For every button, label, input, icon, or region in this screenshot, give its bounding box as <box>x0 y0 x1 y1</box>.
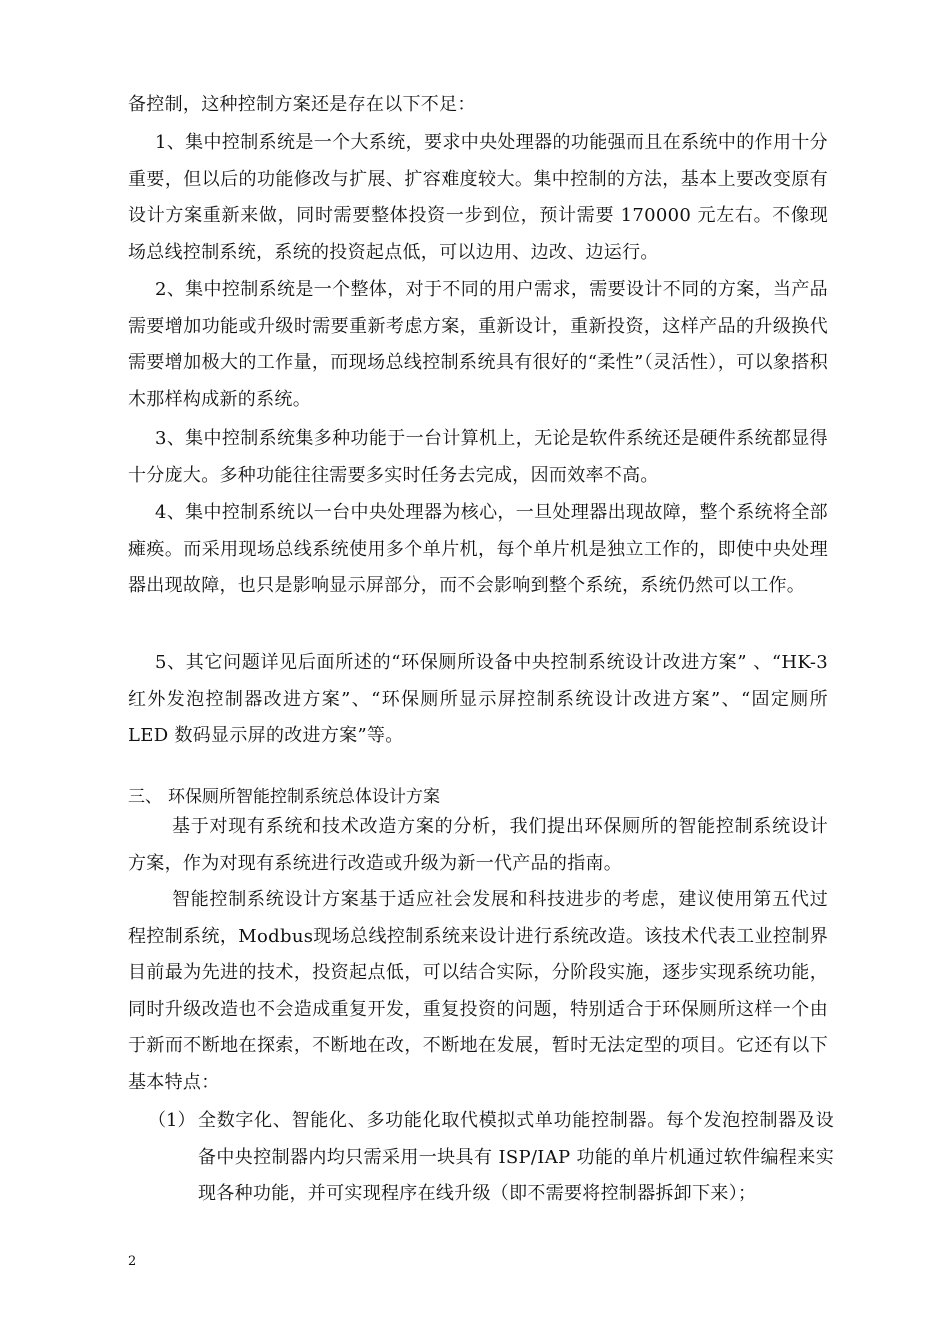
section-paragraph-1: 基于对现有系统和技术改造方案的分析，我们提出环保厕所的智能控制系统设计方案，作为对现有系统进行改造或升级为新一代产品的指南。 <box>128 816 828 874</box>
section-heading <box>128 782 828 812</box>
list-item-text: 全数字化、智能化、多功能化取代模拟式单功能控制器。每个发泡控制器及设备中央控制器内均只需采用一块具有 ISP/IAP 功能的单片机通过软件编程来实现各种功能，并可实现程序在线升级（即不需要将控制器拆卸下来）； <box>198 1110 834 1204</box>
section-paragraph-2: 智能控制系统设计方案基于适应社会发展和科技进步的考虑，建议使用第五代过程控制系统，Modbus现场总线控制系统来设计进行系统改造。该技术代表工业控制界目前最为先进的技术，投资起点低，可以结合实际，分阶段实施，逐步实现系统功能，同时升级改造也不会造成重复开发，重复投资的问题，特别适合于环保厕所这样一个由于新而不断地在探索，不断地在改，不断地在发展，暂时无法定型的项目。它还有以下基本特点： <box>128 889 828 1093</box>
paragraph-point-4: 4、集中控制系统以一台中央处理器为核心，一旦处理器出现故障，整个系统将全部瘫痪。而采用现场总线系统使用多个单片机，每个单片机是独立工作的，即使中央处理器出现故障，也只是影响显示屏部分，而不会影响到整个系统，系统仍然可以工作。 <box>128 502 828 596</box>
list-item-marker: （1） <box>148 1110 196 1131</box>
paragraph-point-2: 2、集中控制系统是一个整体，对于不同的用户需求，需要设计不同的方案，当产品需要增加功能或升级时需要重新考虑方案，重新设计，重新投资，这样产品的升级换代需要增加极大的工作量，而现场总线控制系统具有很好的“柔性”（灵活性），可以象搭积木那样构成新的系统。 <box>128 279 828 410</box>
section-number: 三、 <box>128 787 162 807</box>
page-number: 2 <box>128 1254 137 1269</box>
paragraph-point-5: 5、其它问题详见后面所述的“环保厕所设备中央控制系统设计改进方案” 、“HK-3 红外发泡控制器改进方案”、“环保厕所显示屏控制系统设计改进方案”、“固定厕所 LED 数码显示屏的改进方案”等。 <box>128 652 828 746</box>
paragraph-point-3: 3、集中控制系统集多种功能于一台计算机上，无论是软件系统还是硬件系统都显得十分庞大。多种功能往往需要多实时任务去完成，因而效率不高。 <box>128 428 828 486</box>
paragraph-point-1: 1、集中控制系统是一个大系统，要求中央处理器的功能强而且在系统中的作用十分重要，但以后的功能修改与扩展、扩容难度较大。集中控制的方法，基本上要改变原有设计方案重新来做，同时需要整体投资一步到位，预计需要 170000 元左右。不像现场总线控制系统，系统的投资起点低，可以边用、边改、边运行。 <box>128 132 828 263</box>
section-title: 环保厕所智能控制系统总体设计方案 <box>168 787 440 807</box>
paragraph-continuation: 备控制，这种控制方案还是存在以下不足： <box>128 94 476 115</box>
